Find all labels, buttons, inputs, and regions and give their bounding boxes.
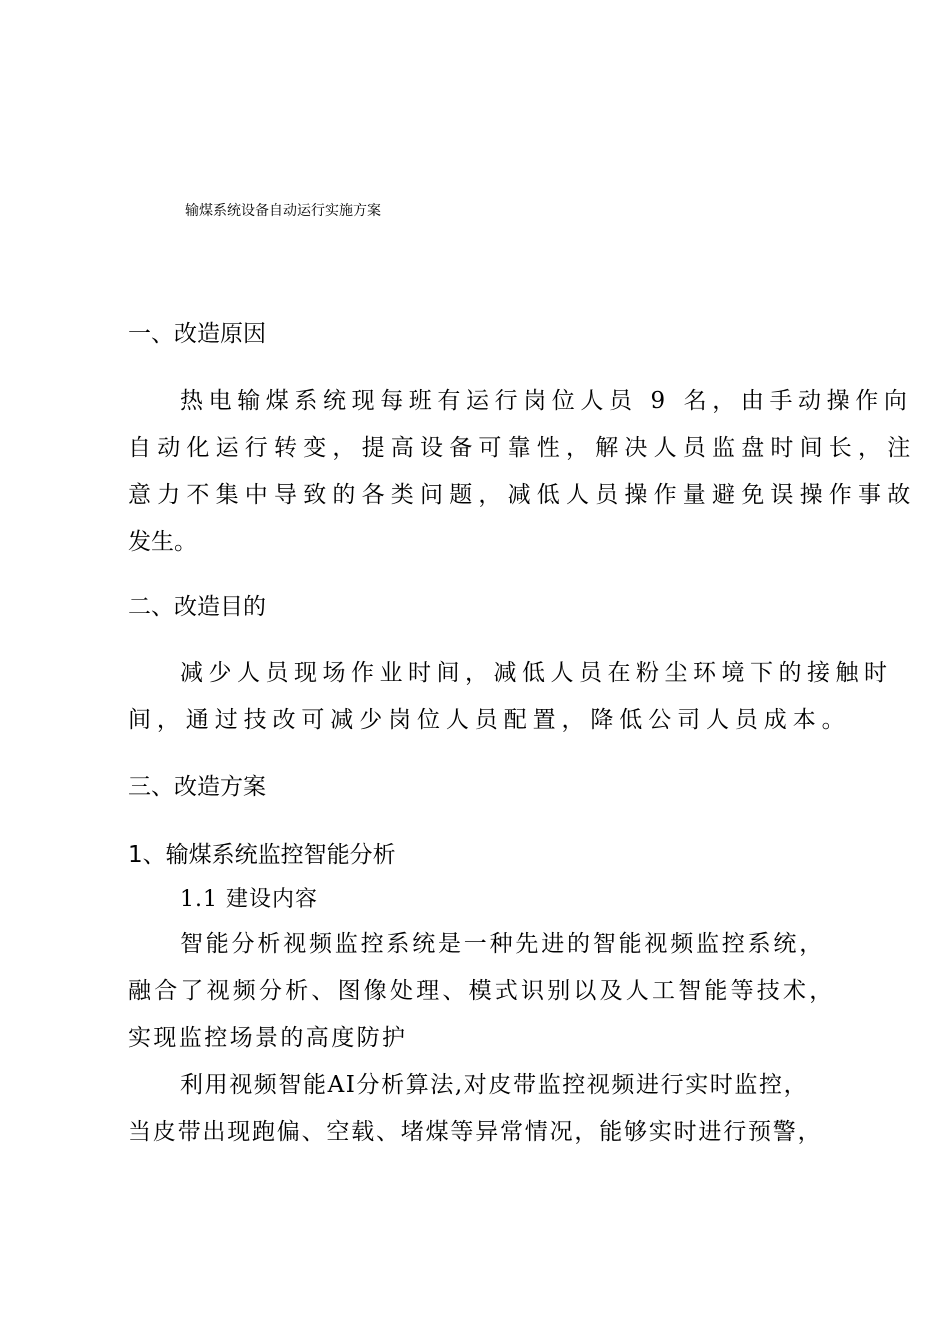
section-heading-plan: 三、改造方案 [128, 774, 266, 800]
paragraph-line: 意力不集中导致的各类问题，减低人员操作量避免误操作事故 [128, 482, 917, 508]
reason-paragraph [128, 378, 917, 566]
paragraph-line: 实现监控场景的高度防护 [128, 1025, 408, 1051]
paragraph-line: 当皮带出现跑偏、空载、堵煤等异常情况，能够实时进行预警， [128, 1119, 823, 1145]
subsection-heading-monitoring: 1、输煤系统监控智能分析 [128, 842, 396, 868]
paragraph-line: 自动化运行转变，提高设备可靠性，解决人员监盘时间长，注 [128, 435, 917, 461]
document-title: 输煤系统设备自动运行实施方案 [185, 203, 381, 219]
plan-paragraph-2 [128, 1062, 828, 1156]
paragraph-line: 减少人员现场作业时间，减低人员在粉尘环境下的接触时 [180, 660, 893, 686]
paragraph-line: 发生。 [128, 529, 197, 555]
plan-paragraph-1 [128, 921, 836, 1062]
section-heading-purpose: 二、改造目的 [128, 594, 266, 620]
paragraph-line: 利用视频智能AI分析算法,对皮带监控视频进行实时监控， [180, 1072, 809, 1098]
subsubsection-heading-content: 1.1 建设内容 [180, 887, 318, 912]
purpose-paragraph [128, 650, 893, 744]
paragraph-line: 间，通过技改可减少岗位人员配置，降低公司人员成本。 [128, 707, 851, 733]
paragraph-line: 融合了视频分析、图像处理、模式识别以及人工智能等技术， [128, 978, 836, 1004]
paragraph-line: 热电输煤系统现每班有运行岗位人员 9 名，由手动操作向 [180, 388, 913, 414]
paragraph-line: 智能分析视频监控系统是一种先进的智能视频监控系统， [180, 931, 825, 957]
section-heading-reason: 一、改造原因 [128, 321, 266, 347]
